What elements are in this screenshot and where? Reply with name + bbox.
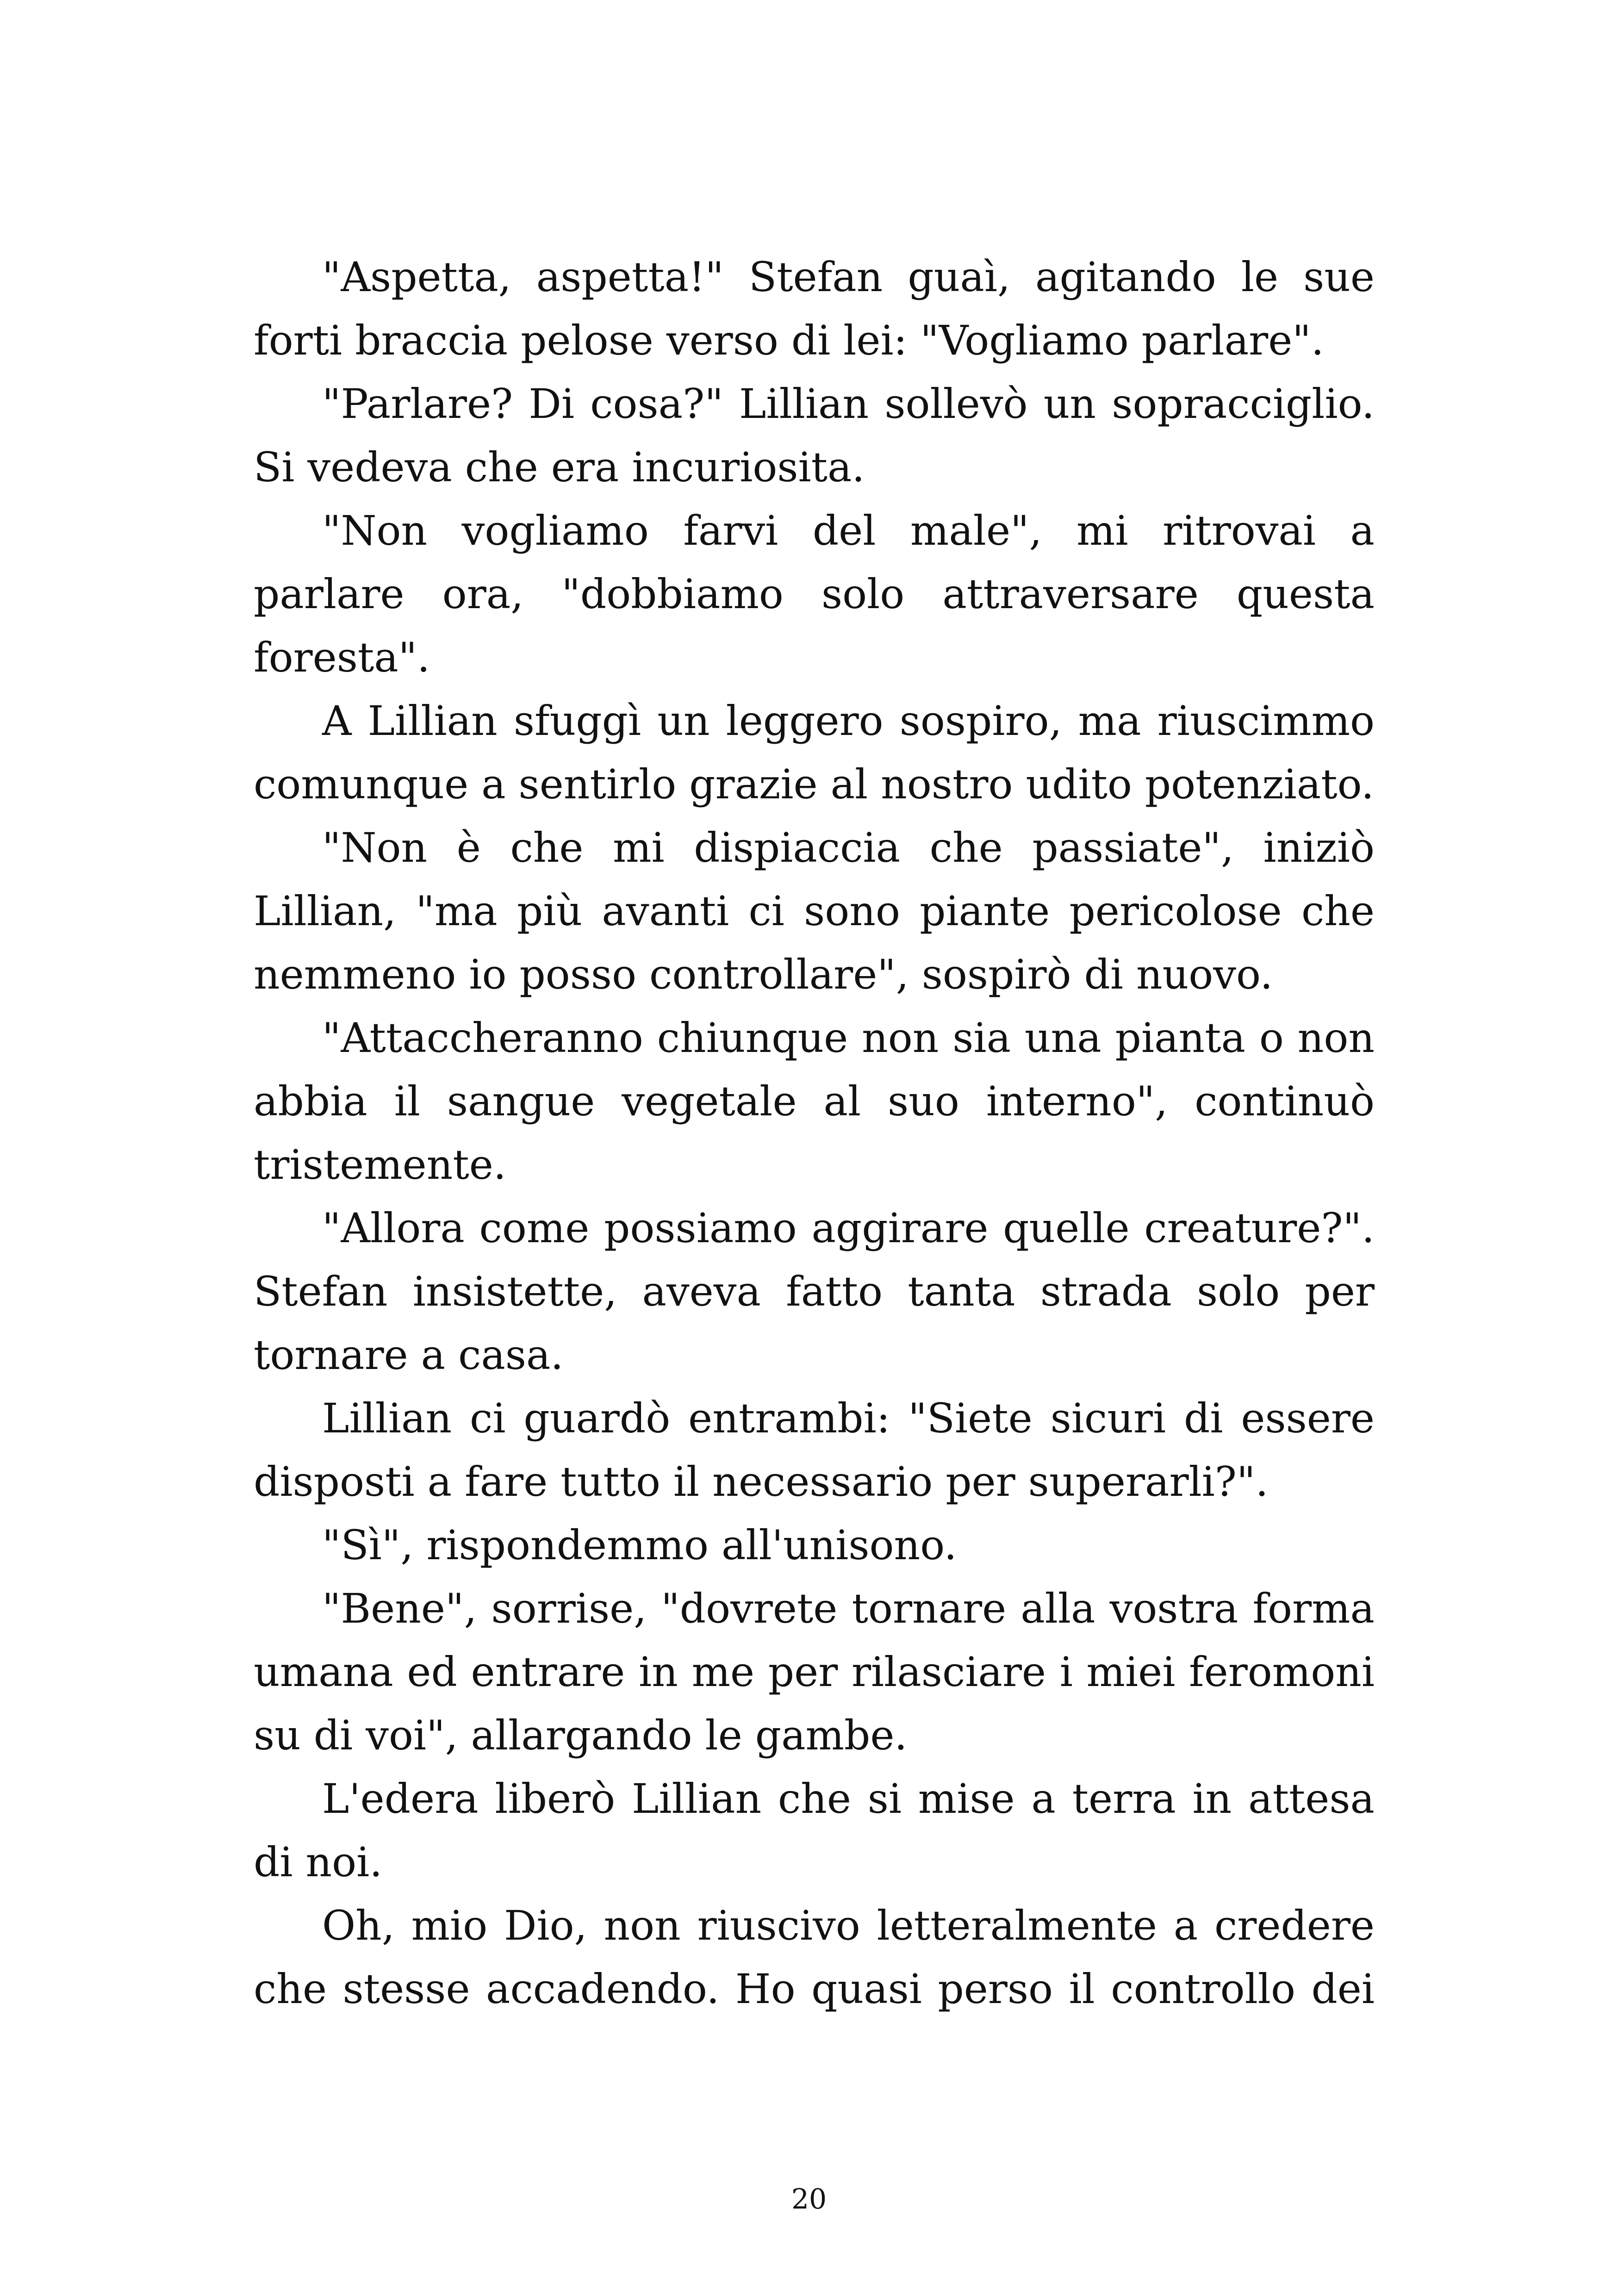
paragraph: L'edera liberò Lillian che si mise a terra in attesa di noi. bbox=[254, 1775, 1375, 1886]
paragraph: "Non vogliamo farvi del male", mi ritrovai a parlare ora, "dobbiamo solo attraversare questa foresta". bbox=[254, 507, 1375, 681]
page-number: 20 bbox=[791, 2183, 827, 2215]
body-text bbox=[254, 245, 1375, 2021]
paragraph: "Parlare? Di cosa?" Lillian sollevò un sopracciglio. Si vedeva che era incuriosita. bbox=[254, 380, 1375, 491]
paragraph: Oh, mio Dio, non riuscivo letteralmente a credere che stesse accadendo. Ho quasi perso il controllo dei bbox=[254, 1902, 1375, 2013]
paragraph: "Sì", rispondemmo all'unisono. bbox=[322, 1521, 957, 1569]
paragraph: "Allora come possiamo aggirare quelle creature?". Stefan insistette, aveva fatto tanta strada solo per tornare a casa. bbox=[254, 1204, 1375, 1379]
paragraph: Lillian ci guardò entrambi: "Siete sicuri di essere disposti a fare tutto il necessario per superarli?". bbox=[254, 1394, 1375, 1506]
paragraph: "Attaccheranno chiunque non sia una pianta o non abbia il sangue vegetale al suo interno", continuò tristemente. bbox=[254, 1014, 1375, 1188]
paragraph: "Bene", sorrise, "dovrete tornare alla vostra forma umana ed entrare in me per rilasciare i miei feromoni su di voi", allargando le gambe. bbox=[254, 1585, 1375, 1759]
paragraph: A Lillian sfuggì un leggero sospiro, ma riuscimmo comunque a sentirlo grazie al nostro udito potenziato. bbox=[254, 697, 1375, 808]
paragraph: "Aspetta, aspetta!" Stefan guaì, agitando le sue forti braccia pelose verso di lei: "Vogliamo parlare". bbox=[254, 253, 1375, 364]
paragraph: "Non è che mi dispiaccia che passiate", iniziò Lillian, "ma più avanti ci sono piante pericolose che nemmeno io posso controllare", sospirò di nuovo. bbox=[254, 824, 1375, 998]
